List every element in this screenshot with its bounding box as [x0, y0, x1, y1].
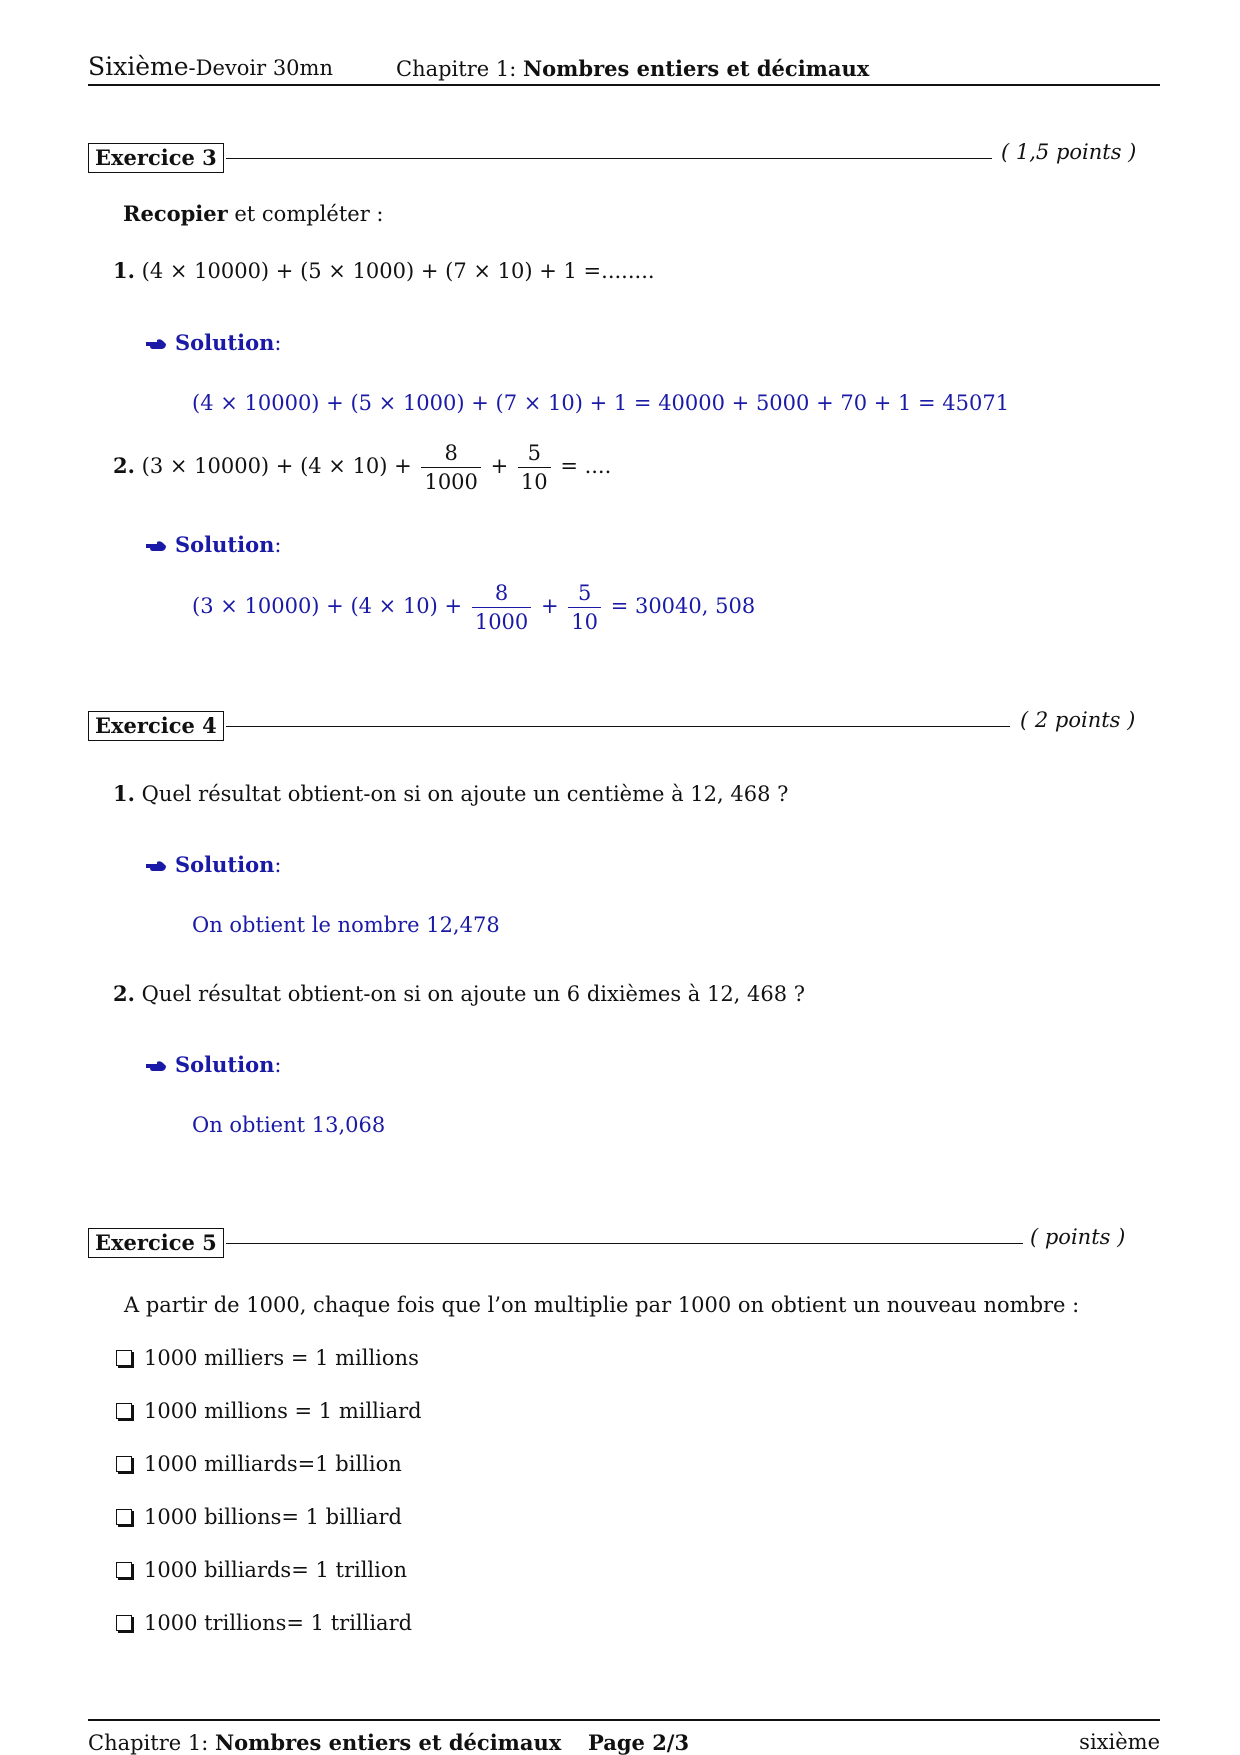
list-item — [116, 1611, 412, 1635]
fraction-numerator: 8 — [421, 442, 480, 468]
exercise-4-label: Exercice 4 — [88, 711, 224, 741]
exercise-5-points: ( points ) — [1030, 1225, 1126, 1249]
checkbox-bullet-icon — [116, 1456, 132, 1472]
pointing-hand-icon — [145, 540, 167, 553]
header-rule — [88, 84, 1160, 86]
footer-rule — [88, 1719, 1160, 1721]
list-item — [116, 1346, 419, 1370]
question-number: 1. — [113, 781, 135, 806]
list-item — [116, 1505, 402, 1529]
solution-expression-start: (3 × 10000) + (4 × 10) + — [192, 594, 463, 618]
fraction-numerator: 5 — [518, 442, 551, 468]
fraction-8-1000 — [421, 442, 480, 493]
solution-colon: : — [274, 331, 282, 355]
question-number: 2. — [113, 453, 135, 478]
solution-result: = 30040, 508 — [610, 594, 756, 618]
exercise-4-rule — [226, 726, 1010, 727]
exercise-3-points: ( 1,5 points ) — [1001, 140, 1137, 164]
exercise-3-intro-rest: et compléter : — [227, 202, 384, 226]
list-item-text: 1000 billiards= 1 trillion — [144, 1558, 408, 1582]
exercise-3-rule — [226, 158, 992, 159]
header-title-small: -Devoir 30mn — [188, 56, 333, 80]
fraction-numerator: 8 — [472, 582, 531, 608]
exercise-3-solution-2-text — [192, 582, 755, 633]
exercise-5-label: Exercice 5 — [88, 1228, 224, 1258]
header-title — [88, 52, 333, 81]
exercise-4-question-1 — [113, 781, 788, 806]
exercise-3-solution-1-text: (4 × 10000) + (5 × 1000) + (7 × 10) + 1 = 40000 + 5000 + 70 + 1 = 45071 — [192, 391, 1010, 415]
question-expression-end: = .... — [560, 454, 612, 478]
list-item — [116, 1452, 402, 1476]
fraction-numerator: 5 — [568, 582, 601, 608]
fraction-denominator: 10 — [520, 470, 548, 494]
exercise-4-solution-1-text: On obtient le nombre 12,478 — [192, 913, 500, 937]
question-text: Quel résultat obtient-on si on ajoute un 6 dixièmes à 12, 468 ? — [141, 982, 806, 1006]
fraction-8-1000 — [472, 582, 531, 633]
list-item-text: 1000 billions= 1 billiard — [144, 1505, 402, 1529]
header-title-big: Sixième — [88, 52, 189, 81]
exercise-3-question-2 — [113, 442, 611, 493]
checkbox-bullet-icon — [116, 1509, 132, 1525]
header-chapter-title: Nombres entiers et décimaux — [522, 56, 870, 81]
fraction-denominator: 1000 — [474, 610, 529, 634]
list-item — [116, 1399, 422, 1423]
fraction-denominator: 1000 — [424, 470, 478, 494]
list-item — [116, 1558, 407, 1582]
exercise-5-rule — [226, 1243, 1023, 1244]
question-number: 1. — [113, 258, 135, 283]
footer-level: sixième — [1079, 1730, 1160, 1754]
footer-chapter-title: Nombres entiers et décimaux — [214, 1730, 562, 1755]
footer-chapter-prefix: Chapitre 1: — [88, 1731, 215, 1755]
exercise-4-solution-2-text: On obtient 13,068 — [192, 1113, 386, 1137]
exercise-4-question-2 — [113, 981, 805, 1006]
plus-sign: + — [490, 454, 509, 478]
list-item-text: 1000 millions = 1 milliard — [144, 1399, 422, 1423]
exercise-4-points: ( 2 points ) — [1020, 708, 1136, 732]
solution-label: Solution — [175, 330, 275, 355]
exercise-3-label: Exercice 3 — [88, 143, 224, 173]
pointing-hand-icon — [145, 860, 167, 873]
solution-label: Solution — [175, 1052, 275, 1077]
header-chapter-prefix: Chapitre 1: — [396, 57, 523, 81]
pointing-hand-icon — [145, 338, 167, 351]
exercise-5-intro: A partir de 1000, chaque fois que l’on multiplie par 1000 on obtient un nouveau nombre : — [124, 1293, 1080, 1317]
exercise-4-solution-2-heading — [145, 1052, 281, 1077]
fraction-5-10 — [568, 582, 601, 633]
exercise-3-solution-1-heading — [145, 330, 281, 355]
list-item-text: 1000 milliards=1 billion — [144, 1452, 402, 1476]
checkbox-bullet-icon — [116, 1350, 132, 1366]
solution-colon: : — [274, 853, 282, 877]
question-text: (4 × 10000) + (5 × 1000) + (7 × 10) + 1 =........ — [141, 259, 655, 283]
solution-label: Solution — [175, 532, 275, 557]
solution-colon: : — [274, 533, 282, 557]
solution-colon: : — [274, 1053, 282, 1077]
exercise-3-intro-bold: Recopier — [123, 201, 228, 226]
pointing-hand-icon — [145, 1060, 167, 1073]
question-expression-start: (3 × 10000) + (4 × 10) + — [141, 454, 412, 478]
fraction-5-10 — [518, 442, 551, 493]
checkbox-bullet-icon — [116, 1562, 132, 1578]
header-chapter — [396, 56, 869, 81]
fraction-denominator: 10 — [571, 610, 598, 634]
checkbox-bullet-icon — [116, 1403, 132, 1419]
list-item-text: 1000 trillions= 1 trilliard — [144, 1611, 413, 1635]
exercise-3-intro — [123, 201, 383, 226]
plus-sign: + — [540, 594, 559, 618]
exercise-4-solution-1-heading — [145, 852, 281, 877]
question-text: Quel résultat obtient-on si on ajoute un centième à 12, 468 ? — [141, 782, 789, 806]
footer-page-number: Page 2/3 — [588, 1730, 690, 1755]
footer-chapter — [88, 1730, 689, 1755]
exercise-3-solution-2-heading — [145, 532, 281, 557]
list-item-text: 1000 milliers = 1 millions — [144, 1346, 419, 1370]
checkbox-bullet-icon — [116, 1615, 132, 1631]
solution-label: Solution — [175, 852, 275, 877]
question-number: 2. — [113, 981, 135, 1006]
exercise-3-question-1 — [113, 258, 655, 283]
